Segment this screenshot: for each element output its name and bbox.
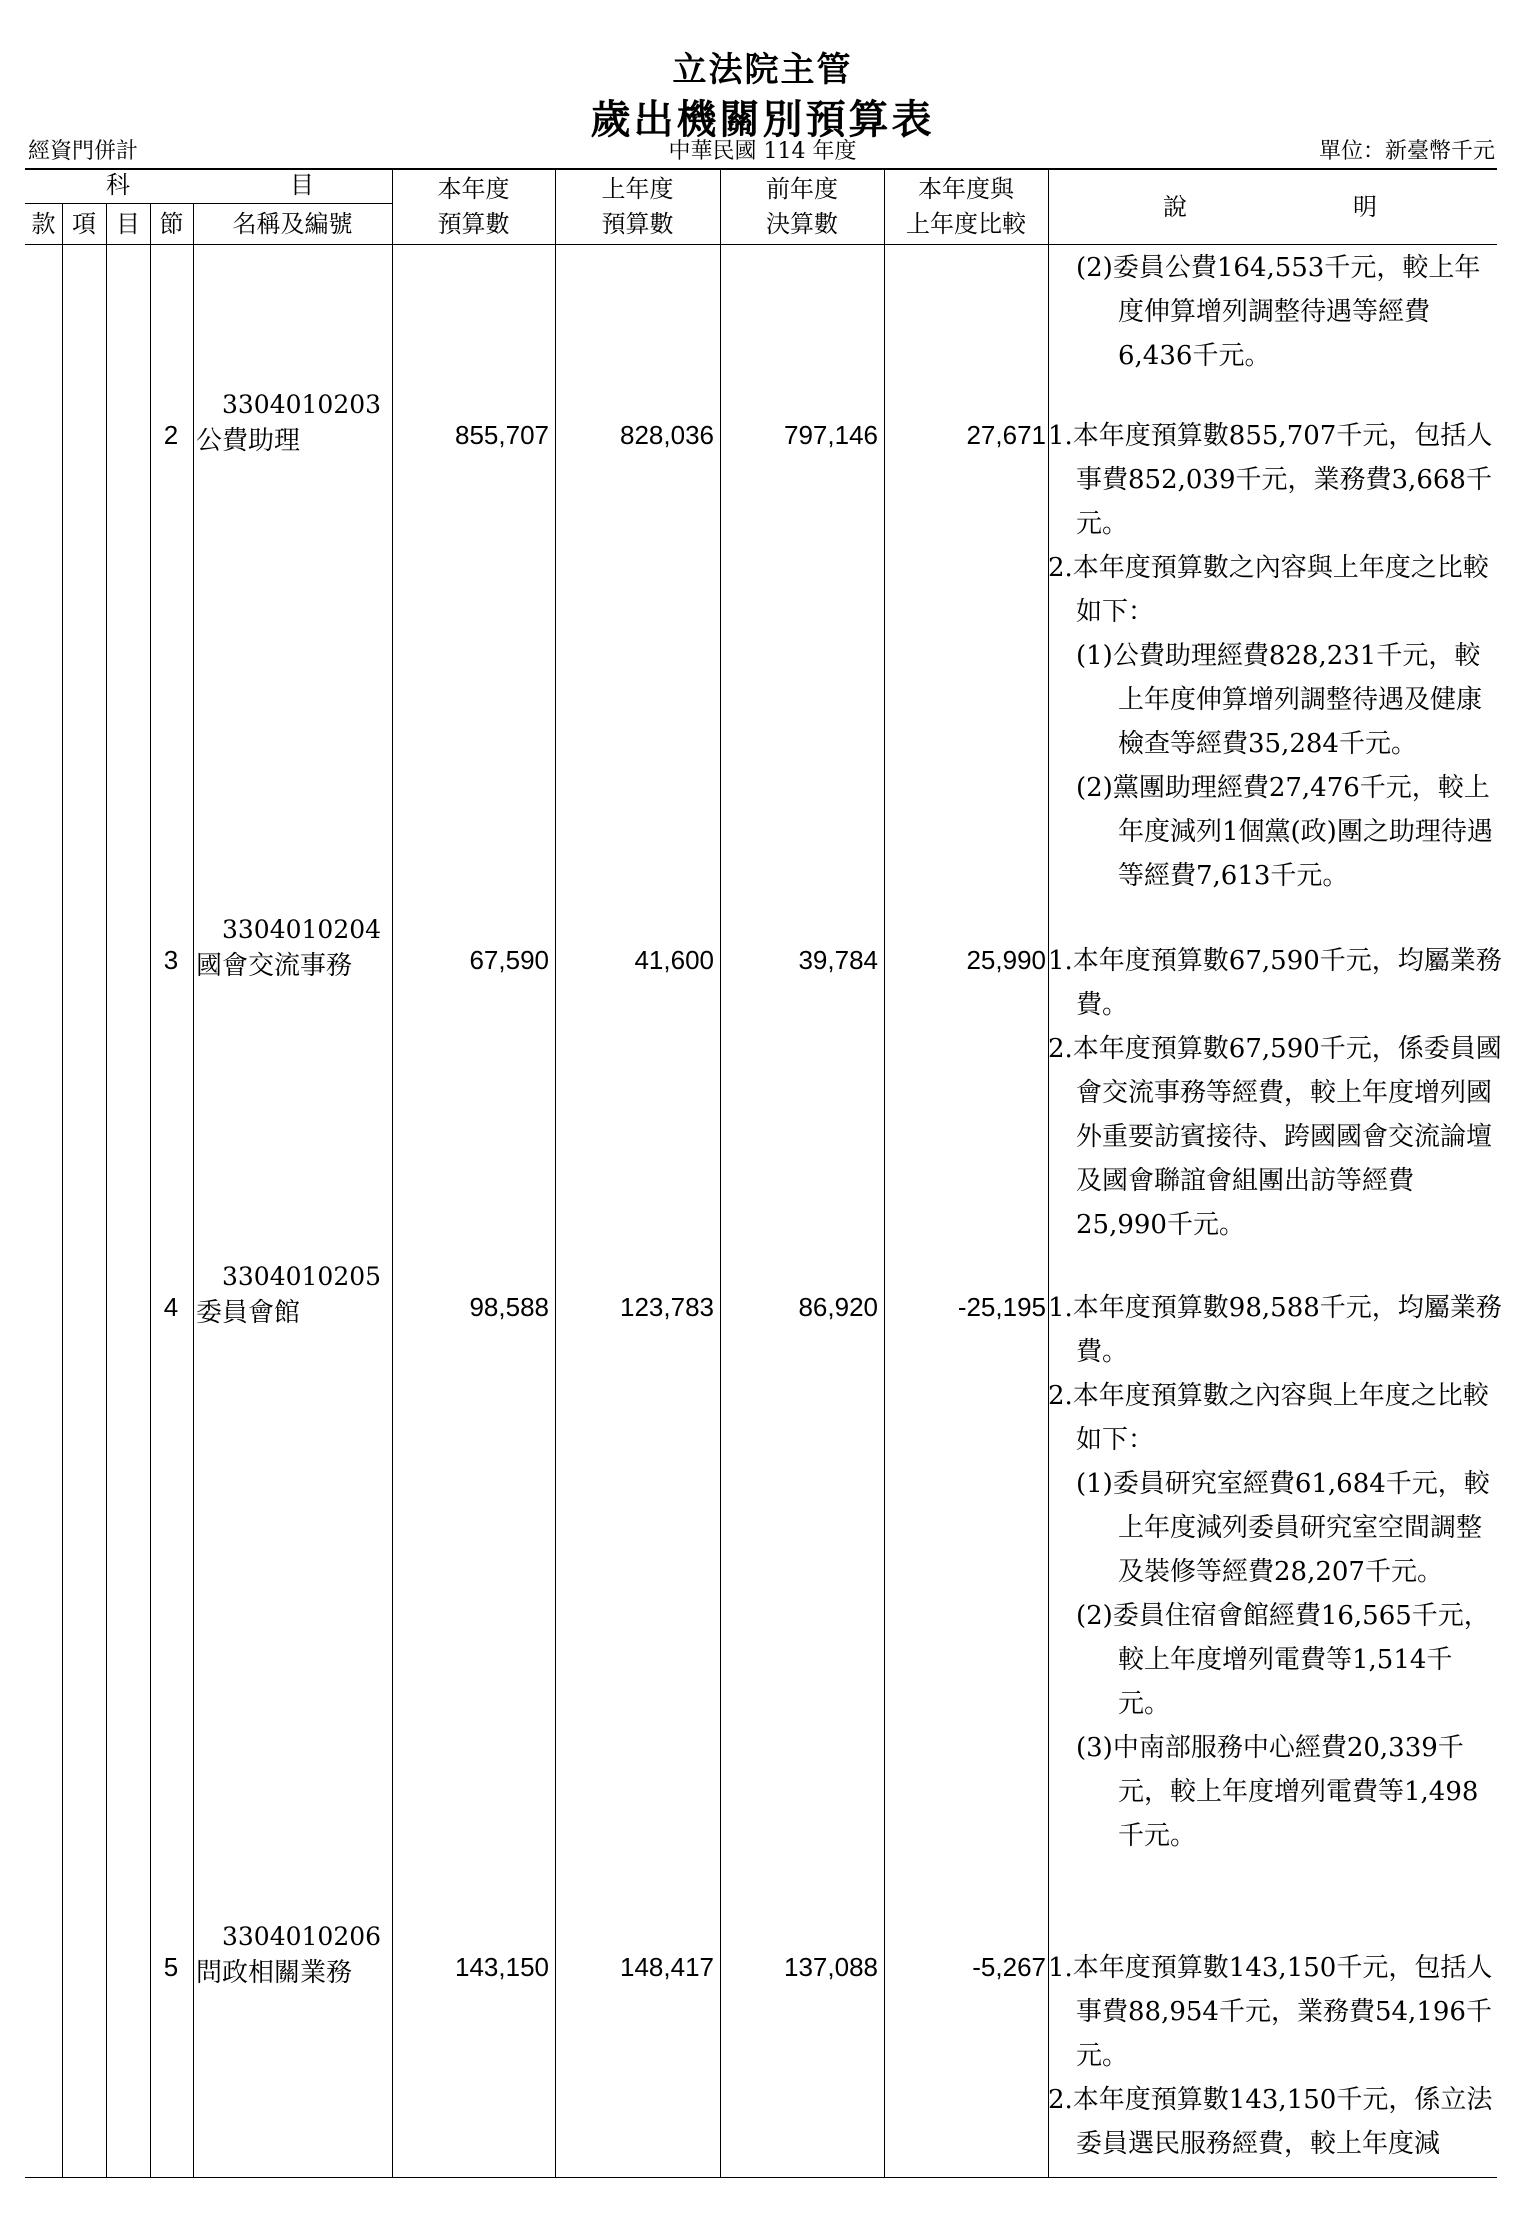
desc-item: 1.本年度預算數855,707千元，包括人事費852,039千元，業務費3,668千元。 <box>1048 421 1493 539</box>
row-name: 國會交流事務 <box>196 951 353 981</box>
header-kuan: 款 <box>31 210 56 238</box>
row-code: 3304010206 <box>222 1922 382 1951</box>
carry-line: 36千元。 <box>1159 341 1271 371</box>
row-diff: -5,267 <box>972 1952 1046 1982</box>
header-prior-2: 預算數 <box>601 210 674 238</box>
carry-line: 度伸算增列調整待遇等經費6,4 <box>1118 297 1431 371</box>
col-sep <box>62 203 63 2177</box>
desc-item: 2.本年度預算數之內容與上年度之比較如下： <box>1048 553 1489 627</box>
row-prior: 123,783 <box>620 1292 714 1322</box>
desc-item: 2.本年度預算數143,150千元，係立法委員選民服務經費，較上年度減 <box>1048 2085 1493 2159</box>
header-divider <box>25 203 392 204</box>
row-final: 39,784 <box>798 945 878 975</box>
fiscal-year: 中華民國 114 年度 <box>668 139 857 164</box>
row-prior: 41,600 <box>634 945 714 975</box>
carry-over-description <box>1048 246 1503 378</box>
header-prior-1: 上年度 <box>601 175 674 203</box>
desc-subitem: (1)公費助理經費828,231千元，較上年度伸算增列調整待遇及健康檢查等經費35,284千元。 <box>1076 641 1483 759</box>
row-current: 98,588 <box>469 1292 549 1322</box>
col-sep <box>555 168 556 2177</box>
header-bottom-border <box>25 244 1497 245</box>
desc-item: 1.本年度預算數67,590千元，均屬業務費。 <box>1048 946 1502 1020</box>
row-current: 855,707 <box>455 420 549 450</box>
row-code: 3304010205 <box>222 1262 382 1291</box>
header-desc-a: 說 <box>1163 193 1187 221</box>
header-desc-b: 明 <box>1353 193 1377 221</box>
header-final-1: 前年度 <box>766 175 838 203</box>
row-diff: 25,990 <box>966 945 1046 975</box>
header-mu-top: 目 <box>290 171 314 199</box>
desc-subitem: (1)委員研究室經費61,684千元，較上年度減列委員研究室空間調整及裝修等經費28,207千元。 <box>1076 1469 1490 1587</box>
row-description <box>1048 939 1503 1247</box>
col-sep <box>720 168 721 2177</box>
unit-note: 單位：新臺幣千元 <box>1318 139 1495 164</box>
desc-item: 2.本年度預算數之內容與上年度之比較如下： <box>1048 1381 1489 1455</box>
header-mu: 目 <box>116 210 140 238</box>
row-section: 4 <box>163 1292 179 1322</box>
row-section: 5 <box>163 1952 179 1982</box>
desc-item: 2.本年度預算數67,590千元，係委員國會交流事務等經費，較上年度增列國外重要訪賓接待、跨國國會交流論壇及國會聯誼會組團出訪等經費25,990千元。 <box>1048 1034 1502 1240</box>
desc-subitem: (2)委員住宿會館經費16,565千元，較上年度增列電費等1,514千元。 <box>1076 1601 1490 1719</box>
header-current-1: 本年度 <box>437 175 510 203</box>
row-description <box>1048 414 1503 898</box>
header-xiang: 項 <box>72 210 96 238</box>
row-name: 問政相關業務 <box>196 1958 353 1988</box>
row-description <box>1048 1286 1503 1858</box>
supervisor-title: 立法院主管 <box>672 50 853 90</box>
desc-subitem: (2)黨團助理經費27,476千元，較上年度減列1個黨(政)團之助理待遇等經費7,613千元。 <box>1076 773 1493 891</box>
row-prior: 828,036 <box>620 420 714 450</box>
header-final-2: 決算數 <box>766 210 838 238</box>
desc-item: 1.本年度預算數143,150千元，包括人事費88,954千元，業務費54,196千元。 <box>1048 1953 1493 2071</box>
carry-line: (2)委員公費164,553千元，較上年 <box>1076 253 1481 283</box>
row-description <box>1048 1946 1503 2166</box>
row-diff: -25,195 <box>957 1292 1046 1322</box>
row-current: 67,590 <box>469 945 549 975</box>
header-diff-1: 本年度與 <box>918 175 1014 203</box>
fund-type-note: 經資門併計 <box>28 139 139 164</box>
col-sep <box>150 203 151 2177</box>
row-final: 86,920 <box>798 1292 878 1322</box>
row-code: 3304010204 <box>222 915 382 944</box>
row-name: 委員會館 <box>196 1298 301 1328</box>
col-sep <box>193 203 194 2177</box>
page-title: 歲出機關別預算表 <box>590 96 935 143</box>
row-name: 公費助理 <box>196 426 301 456</box>
desc-item: 1.本年度預算數98,588千元，均屬業務費。 <box>1048 1293 1502 1367</box>
col-sep <box>106 203 107 2177</box>
col-sep <box>392 168 393 2177</box>
header-jie: 節 <box>159 210 184 238</box>
row-final: 137,088 <box>784 1952 878 1982</box>
row-current: 143,150 <box>455 1952 549 1982</box>
row-code: 3304010203 <box>222 390 382 419</box>
row-section: 2 <box>163 420 179 450</box>
row-prior: 148,417 <box>620 1952 714 1982</box>
row-final: 797,146 <box>784 420 878 450</box>
table-bottom-border <box>25 2177 1497 2178</box>
col-sep <box>884 168 885 2177</box>
header-diff-2: 上年度比較 <box>906 210 1026 238</box>
header-name-code: 名稱及編號 <box>232 210 353 238</box>
desc-subitem: (3)中南部服務中心經費20,339千元，較上年度增列電費等1,498千元。 <box>1076 1733 1479 1851</box>
header-ke: 科 <box>106 171 130 199</box>
row-section: 3 <box>163 945 179 975</box>
header-current-2: 預算數 <box>437 210 510 238</box>
row-diff: 27,671 <box>966 420 1046 450</box>
